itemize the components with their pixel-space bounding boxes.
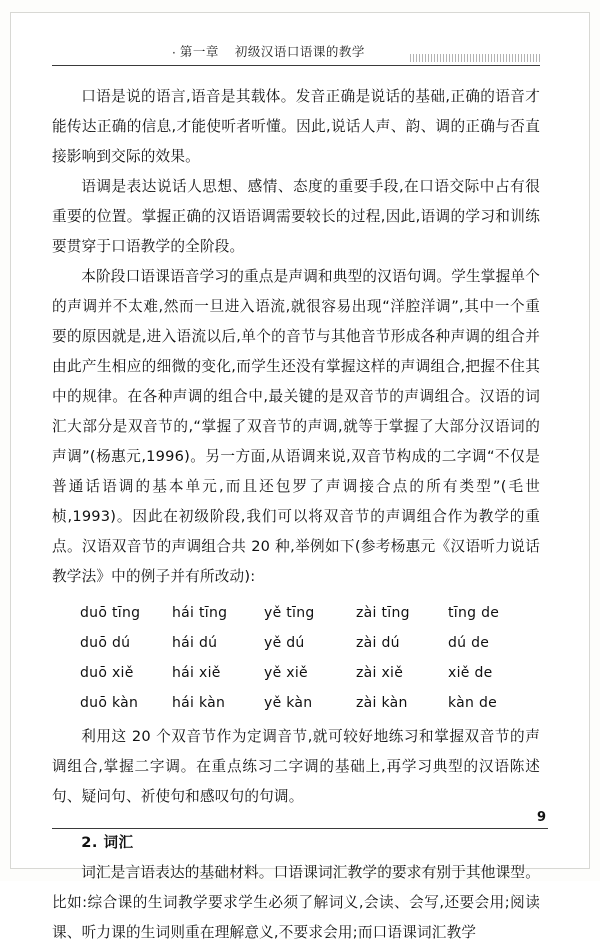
table-cell: yě xiě [264, 665, 308, 681]
table-cell: hái xiě [172, 665, 221, 681]
table-cell: hái dú [172, 635, 218, 651]
table-cell: tīng de [448, 605, 500, 621]
table-cell: zài xiě [356, 665, 404, 681]
table-cell: hái tīng [172, 605, 228, 621]
table-row [80, 598, 540, 628]
pinyin-example-table [52, 598, 540, 718]
table-cell: yě dú [264, 635, 305, 651]
table-cell: zài dú [356, 635, 400, 651]
bullet-icon: · [172, 46, 176, 60]
paragraph: 词汇是言语表达的基础材料。口语课词汇教学的要求有别于其他课型。比如:综合课的生词教学要求学生必须了解词义,会读、会写,还要会用;阅读课、听力课的生词则重在理解意义,不要求会用;而口语课词汇教学 [52, 864, 540, 941]
section-heading: 2. 词汇 [81, 834, 134, 851]
table-cell: duō tīng [80, 605, 141, 621]
table-cell: zài tīng [356, 605, 410, 621]
table-row [80, 658, 540, 688]
page-number: 9 [536, 810, 546, 825]
table-cell: dú de [448, 635, 490, 651]
chapter-title: 初级汉语口语课的教学 [234, 44, 365, 59]
table-cell: duō xiě [80, 665, 134, 681]
table-cell: kàn de [448, 695, 498, 711]
table-cell: zài kàn [356, 695, 408, 711]
table-cell: duō kàn [80, 695, 139, 711]
table-cell: yě kàn [264, 695, 313, 711]
paragraph: 语调是表达说话人思想、感情、态度的重要手段,在口语交际中占有很重要的位置。掌握正确的汉语语调需要较长的过程,因此,语调的学习和训练要贯穿于口语教学的全阶段。 [52, 178, 540, 255]
table-cell: duō dú [80, 635, 131, 651]
table-cell: xiě de [448, 665, 493, 681]
header-rule [52, 65, 540, 66]
paragraph: 口语是说的语言,语音是其载体。发音正确是说话的基础,正确的语音才能传达正确的信息,才能使听者听懂。因此,说话人声、韵、调的正确与否直接影响到交际的效果。 [52, 88, 540, 165]
footer-rule [52, 828, 548, 829]
running-head [52, 40, 540, 66]
paragraph: 本阶段口语课语音学习的重点是声调和典型的汉语句调。学生掌握单个的声调并不太难,然而一旦进入语流,就很容易出现“洋腔洋调”,其中一个重要的原因就是,进入语流以后,单个的音节与其他音节形成各种声调的组合并由此产生相应的细微的变化,而学生还没有掌握这样的声调组合,把握不住其中的规律。在各种声调的组合中,最关键的是双音节的声调组合。汉语的词汇大部分是双音节的,“掌握了双音节的声调,就等于掌握了大部分汉语词的声调”(杨惠元,1996)。另一方面,从语调来说,双音节构成的二字调“不仅是普通话语调的基本单元,而且还包罗了声调接合点的所有类型”(毛世桢,1993)。因此在初级阶段,我们可以将双音节的声调组合作为教学的重点。汉语双音节的声调组合共 20 种,举例如下(参考杨惠元《汉语听力说话教学法》中的例子并有所改动): [52, 268, 540, 585]
page-footer [52, 810, 548, 829]
paragraph: 利用这 20 个双音节作为定调音节,就可较好地练习和掌握双音节的声调组合,掌握二字调。在重点练习二字调的基础上,再学习典型的汉语陈述句、疑问句、祈使句和感叹句的句调。 [52, 728, 540, 805]
header-ornament [410, 54, 540, 62]
table-cell: hái kàn [172, 695, 226, 711]
table-row [80, 688, 540, 718]
table-cell: yě tīng [264, 605, 315, 621]
table-row [80, 628, 540, 658]
chapter-label: 第一章 [179, 44, 219, 59]
